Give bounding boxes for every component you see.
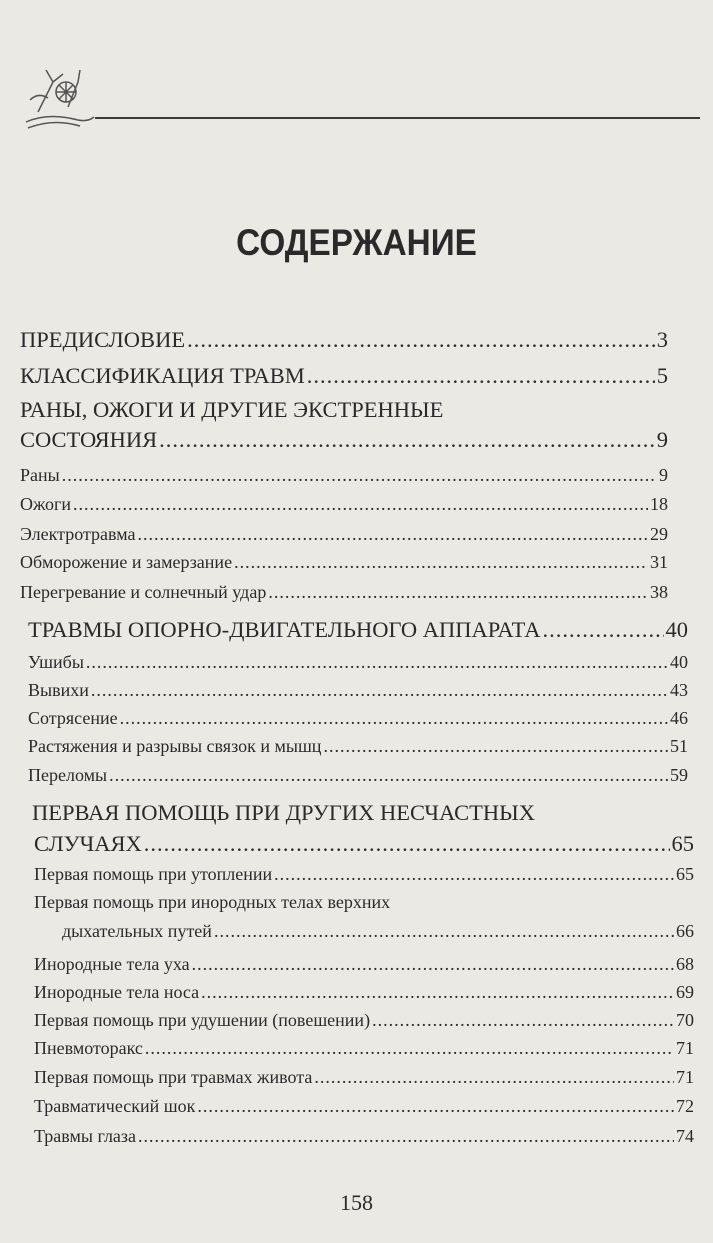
toc-subentry-title: Раны [20, 465, 60, 485]
toc-subentry-title: Травмы глаза [34, 1126, 137, 1146]
dot-leader [144, 831, 670, 857]
dot-leader [192, 954, 674, 975]
toc-subentry [34, 1096, 694, 1117]
dot-leader [314, 1067, 674, 1088]
toc-subentry-page: 51 [670, 736, 688, 756]
toc-subentry-title: Ожоги [20, 494, 72, 514]
toc-subentry [34, 954, 694, 975]
toc-subentry-page: 66 [676, 921, 694, 941]
dot-leader [234, 552, 648, 573]
toc-subentry [34, 1126, 694, 1147]
toc-subentry [28, 708, 688, 729]
toc-subentry-page: 18 [650, 494, 668, 514]
toc-subentry-title-line1: Первая помощь при инородных телах верхних [34, 892, 391, 912]
toc-subentry [20, 582, 668, 603]
toc-subentry-title-line2: дыхательных путей [62, 921, 212, 941]
toc-subentry-page: 9 [659, 465, 668, 485]
toc-entry-page: 65 [671, 831, 694, 856]
toc-entry [20, 427, 668, 453]
toc-subentry-page: 68 [676, 954, 694, 974]
toc-subentry-page: 71 [676, 1038, 694, 1058]
dot-leader [307, 363, 655, 389]
toc-subentry-page: 43 [670, 680, 688, 700]
toc-subentry [28, 765, 688, 786]
toc-entry-title: КЛАССИФИКАЦИЯ ТРАВМ [20, 363, 305, 388]
dot-leader [214, 921, 674, 942]
toc-subentry-title: Растяжения и разрывы связок и мышц [28, 736, 322, 756]
toc-entry-title-line2: СОСТОЯНИЯ [20, 427, 158, 452]
toc-subentry [34, 1038, 694, 1059]
toc-subentry [28, 652, 688, 673]
dot-leader [187, 327, 655, 353]
toc-subentry-page: 72 [676, 1096, 694, 1116]
toc-entry-title-line1: ПЕРВАЯ ПОМОЩЬ ПРИ ДРУГИХ НЕСЧАСТНЫХ [32, 800, 536, 825]
toc-entry-page: 9 [656, 427, 668, 452]
toc-entry [28, 617, 688, 643]
toc-subentry [34, 864, 694, 885]
toc-subentry-title: Вывихи [28, 680, 89, 700]
dot-leader [159, 427, 655, 453]
dot-leader [323, 736, 668, 757]
dot-leader [86, 652, 668, 673]
toc-subentry-page: 31 [650, 552, 668, 572]
toc-entry [20, 327, 668, 353]
toc-subentry-title: Переломы [28, 765, 108, 785]
toc-subentry-title: Пневмоторакс [34, 1038, 143, 1058]
dot-leader [138, 524, 649, 545]
dot-leader [73, 494, 648, 515]
toc-entry-page: 3 [656, 327, 668, 352]
dot-leader [91, 680, 668, 701]
toc-subentry-page: 69 [676, 982, 694, 1002]
toc-subentry-title: Первая помощь при травмах живота [34, 1067, 313, 1087]
toc-entry-title-line2: СЛУЧАЯХ [34, 831, 142, 856]
toc-subentry-page: 71 [676, 1067, 694, 1087]
toc-subentry-title: Ушибы [28, 652, 84, 672]
toc-subentry-page: 65 [676, 864, 694, 884]
dot-leader [145, 1038, 674, 1059]
toc-subentry-page: 46 [670, 708, 688, 728]
page-number: 158 [340, 1190, 373, 1215]
page-title: СОДЕРЖАНИЕ [236, 222, 477, 263]
toc-subentry [20, 494, 668, 515]
toc-subentry-page: 29 [650, 524, 668, 544]
toc-entry-page: 5 [656, 363, 668, 388]
toc-entry-page: 40 [665, 617, 688, 642]
dot-leader [109, 765, 668, 786]
toc-subentry [20, 465, 668, 486]
toc-subentry-title: Инородные тела носа [34, 982, 200, 1002]
toc-subentry-page: 40 [670, 652, 688, 672]
dot-leader [62, 465, 657, 486]
dot-leader [274, 864, 674, 885]
toc-entry [34, 831, 694, 857]
toc-subentry-title: Первая помощь при утоплении [34, 864, 273, 884]
dot-leader [201, 982, 674, 1003]
toc-subentry-page: 70 [676, 1010, 694, 1030]
toc-entry-title-line1: РАНЫ, ОЖОГИ И ДРУГИЕ ЭКСТРЕННЫЕ [20, 397, 444, 422]
toc-subentry [34, 1010, 694, 1031]
toc-subentry-title: Инородные тела уха [34, 954, 190, 974]
toc-subentry-title: Обморожение и замерзание [20, 552, 233, 572]
toc-subentry-title: Сотрясение [28, 708, 118, 728]
toc-subentry-title: Электротравма [20, 524, 136, 544]
toc-entry-title: ПРЕДИСЛОВИЕ [20, 327, 186, 352]
toc-subentry-title: Перегревание и солнечный удар [20, 582, 267, 602]
toc-subentry-page: 74 [676, 1126, 694, 1146]
toc-subentry [20, 552, 668, 573]
toc-subentry-title: Травматический шок [34, 1096, 196, 1116]
toc-subentry-title: Первая помощь при удушении (повешении) [34, 1010, 371, 1030]
dot-leader [120, 708, 668, 729]
toc-subentry-page: 38 [650, 582, 668, 602]
dot-leader [138, 1126, 674, 1147]
flower-ornament-icon [18, 62, 98, 132]
toc-subentry [20, 524, 668, 545]
toc-entry [20, 363, 668, 389]
toc-subentry [28, 680, 688, 701]
dot-leader [197, 1096, 674, 1117]
toc-subentry [34, 982, 694, 1003]
toc-subentry [28, 736, 688, 757]
toc-entry-title: ТРАВМЫ ОПОРНО-ДВИГАТЕЛЬНОГО АППАРАТА [28, 617, 541, 642]
toc-subentry [62, 921, 694, 942]
header-rule [95, 117, 700, 119]
dot-leader [372, 1010, 674, 1031]
dot-leader [543, 617, 664, 643]
toc-subentry-page: 59 [670, 765, 688, 785]
toc-subentry [34, 1067, 694, 1088]
dot-leader [268, 582, 648, 603]
